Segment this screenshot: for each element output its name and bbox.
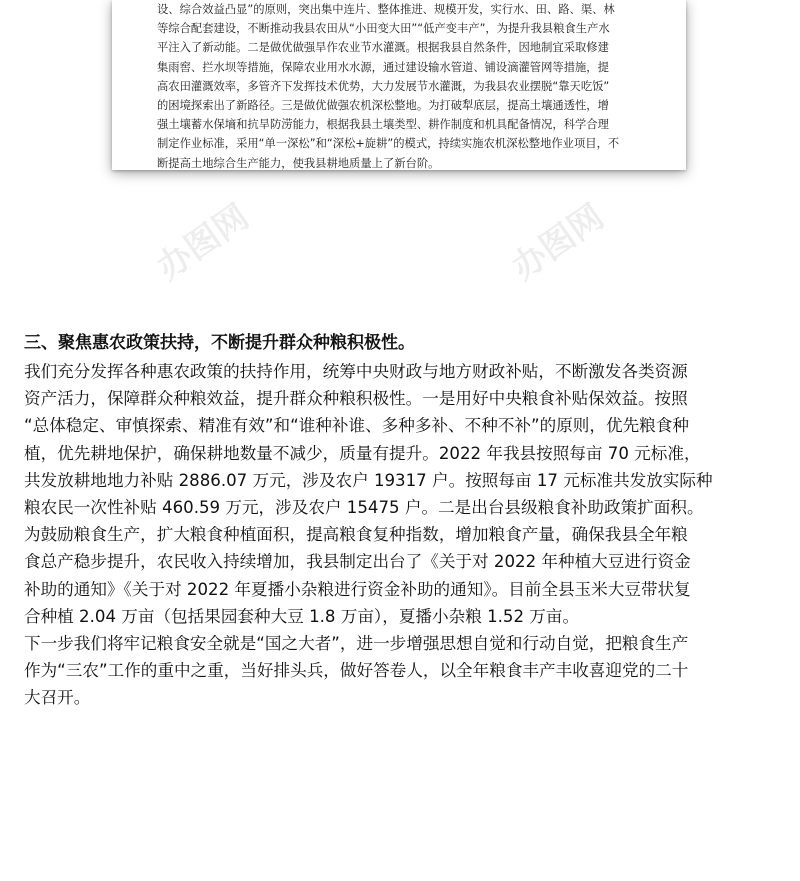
paragraph-line: 食总产稳步提升，农民收入持续增加，我县制定出台了《关于对 2022 年种植大豆进行资金 xyxy=(24,552,691,572)
card-line: 等综合配套建设，不断推动我县农田从“小田变大田”“低产变丰产”，为提升我县粮食生产水 xyxy=(157,22,610,36)
card-line: 平注入了新动能。二是做优做强旱作农业节水灌溉。根据我县自然条件，因地制宜采取修建 xyxy=(157,41,609,55)
paragraph-line: “总体稳定、审慎探索、精准有效”和“谁种补谁、多种多补、不种不补”的原则，优先粮食种 xyxy=(24,416,689,436)
card-line: 集雨窖、拦水坝等措施，保障农业用水水源，通过建设输水管道、铺设滴灌管网等措施，提 xyxy=(157,60,609,74)
card-line: 的困境探索出了新路径。三是做优做强农机深松整地。为打破犁底层，提高土壤通透性，增 xyxy=(157,99,609,113)
paragraph-line: 资产活力，保障群众种粮效益，提升群众种粮积极性。一是用好中央粮食补贴保效益。按照 xyxy=(24,389,688,409)
paragraph-line: 合种植 2.04 万亩（包括果园套种大豆 1.8 万亩），夏播小杂粮 1.52 万亩。 xyxy=(24,606,580,626)
card-line: 断提高土地综合生产能力，使我县耕地质量上了新台阶。 xyxy=(157,156,440,170)
paragraph-line: 为鼓励粮食生产，扩大粮食种植面积，提高粮食复种指数，增加粮食产量，确保我县全年粮 xyxy=(24,525,688,545)
paragraph-line: 补助的通知》《关于对 2022 年夏播小杂粮进行资金补助的通知》。目前全县玉米大豆带状复 xyxy=(24,579,691,599)
section-three xyxy=(24,330,780,712)
card-line: 制定作业标准，采用“单一深松”和“深松+旋耕”的模式，持续实施农机深松整地作业项目，不 xyxy=(157,137,620,151)
paragraph-next-steps xyxy=(24,630,780,712)
paragraph-line: 我们充分发挥各种惠农政策的扶持作用，统筹中央财政与地方财政补贴，不断激发各类资源 xyxy=(24,362,688,381)
watermark-logo: 办图网 xyxy=(504,196,612,289)
card-line: 设、综合效益凸显”的原则，突出集中连片、整体推进、规模开发，实行水、田、路、渠、林 xyxy=(157,3,615,16)
watermark-logo: 办图网 xyxy=(149,196,257,289)
paragraph-line: 植，优先耕地保护，确保耕地数量不减少，质量有提升。2022 年我县按照每亩 70 元标准， xyxy=(24,443,701,463)
paragraph-line: 共发放耕地地力补贴 2886.07 万元，涉及农户 19317 户。按照每亩 17 元标准共发放实际种 xyxy=(24,470,713,490)
document-page-card xyxy=(112,0,686,170)
card-paragraph xyxy=(157,0,647,173)
paragraph-line: 下一步我们将牢记粮食安全就是“国之大者”，进一步增强思想自觉和行动自觉，把粮食生产 xyxy=(24,634,689,654)
paragraph-policy xyxy=(24,358,780,630)
card-line: 强土壤蓄水保墒和抗旱防涝能力，根据我县土壤类型、耕作制度和机具配备情况，科学合理 xyxy=(157,118,609,132)
paragraph-line: 粮农民一次性补贴 460.59 万元，涉及农户 15475 户。二是出台县级粮食补助政策扩面积。 xyxy=(24,498,704,518)
paragraph-line: 大召开。 xyxy=(24,688,91,708)
document-preview-area xyxy=(0,0,800,318)
card-line: 高农田灌溉效率，多管齐下发挥技术优势，大力发展节水灌溉，为我县农业摆脱“靠天吃饭” xyxy=(157,79,610,93)
section-heading: 三、聚焦惠农政策扶持，不断提升群众种粮积极性。 xyxy=(24,333,415,353)
paragraph-line: 作为“三农”工作的重中之重，当好排头兵，做好答卷人，以全年粮食丰产丰收喜迎党的二十 xyxy=(24,661,689,681)
